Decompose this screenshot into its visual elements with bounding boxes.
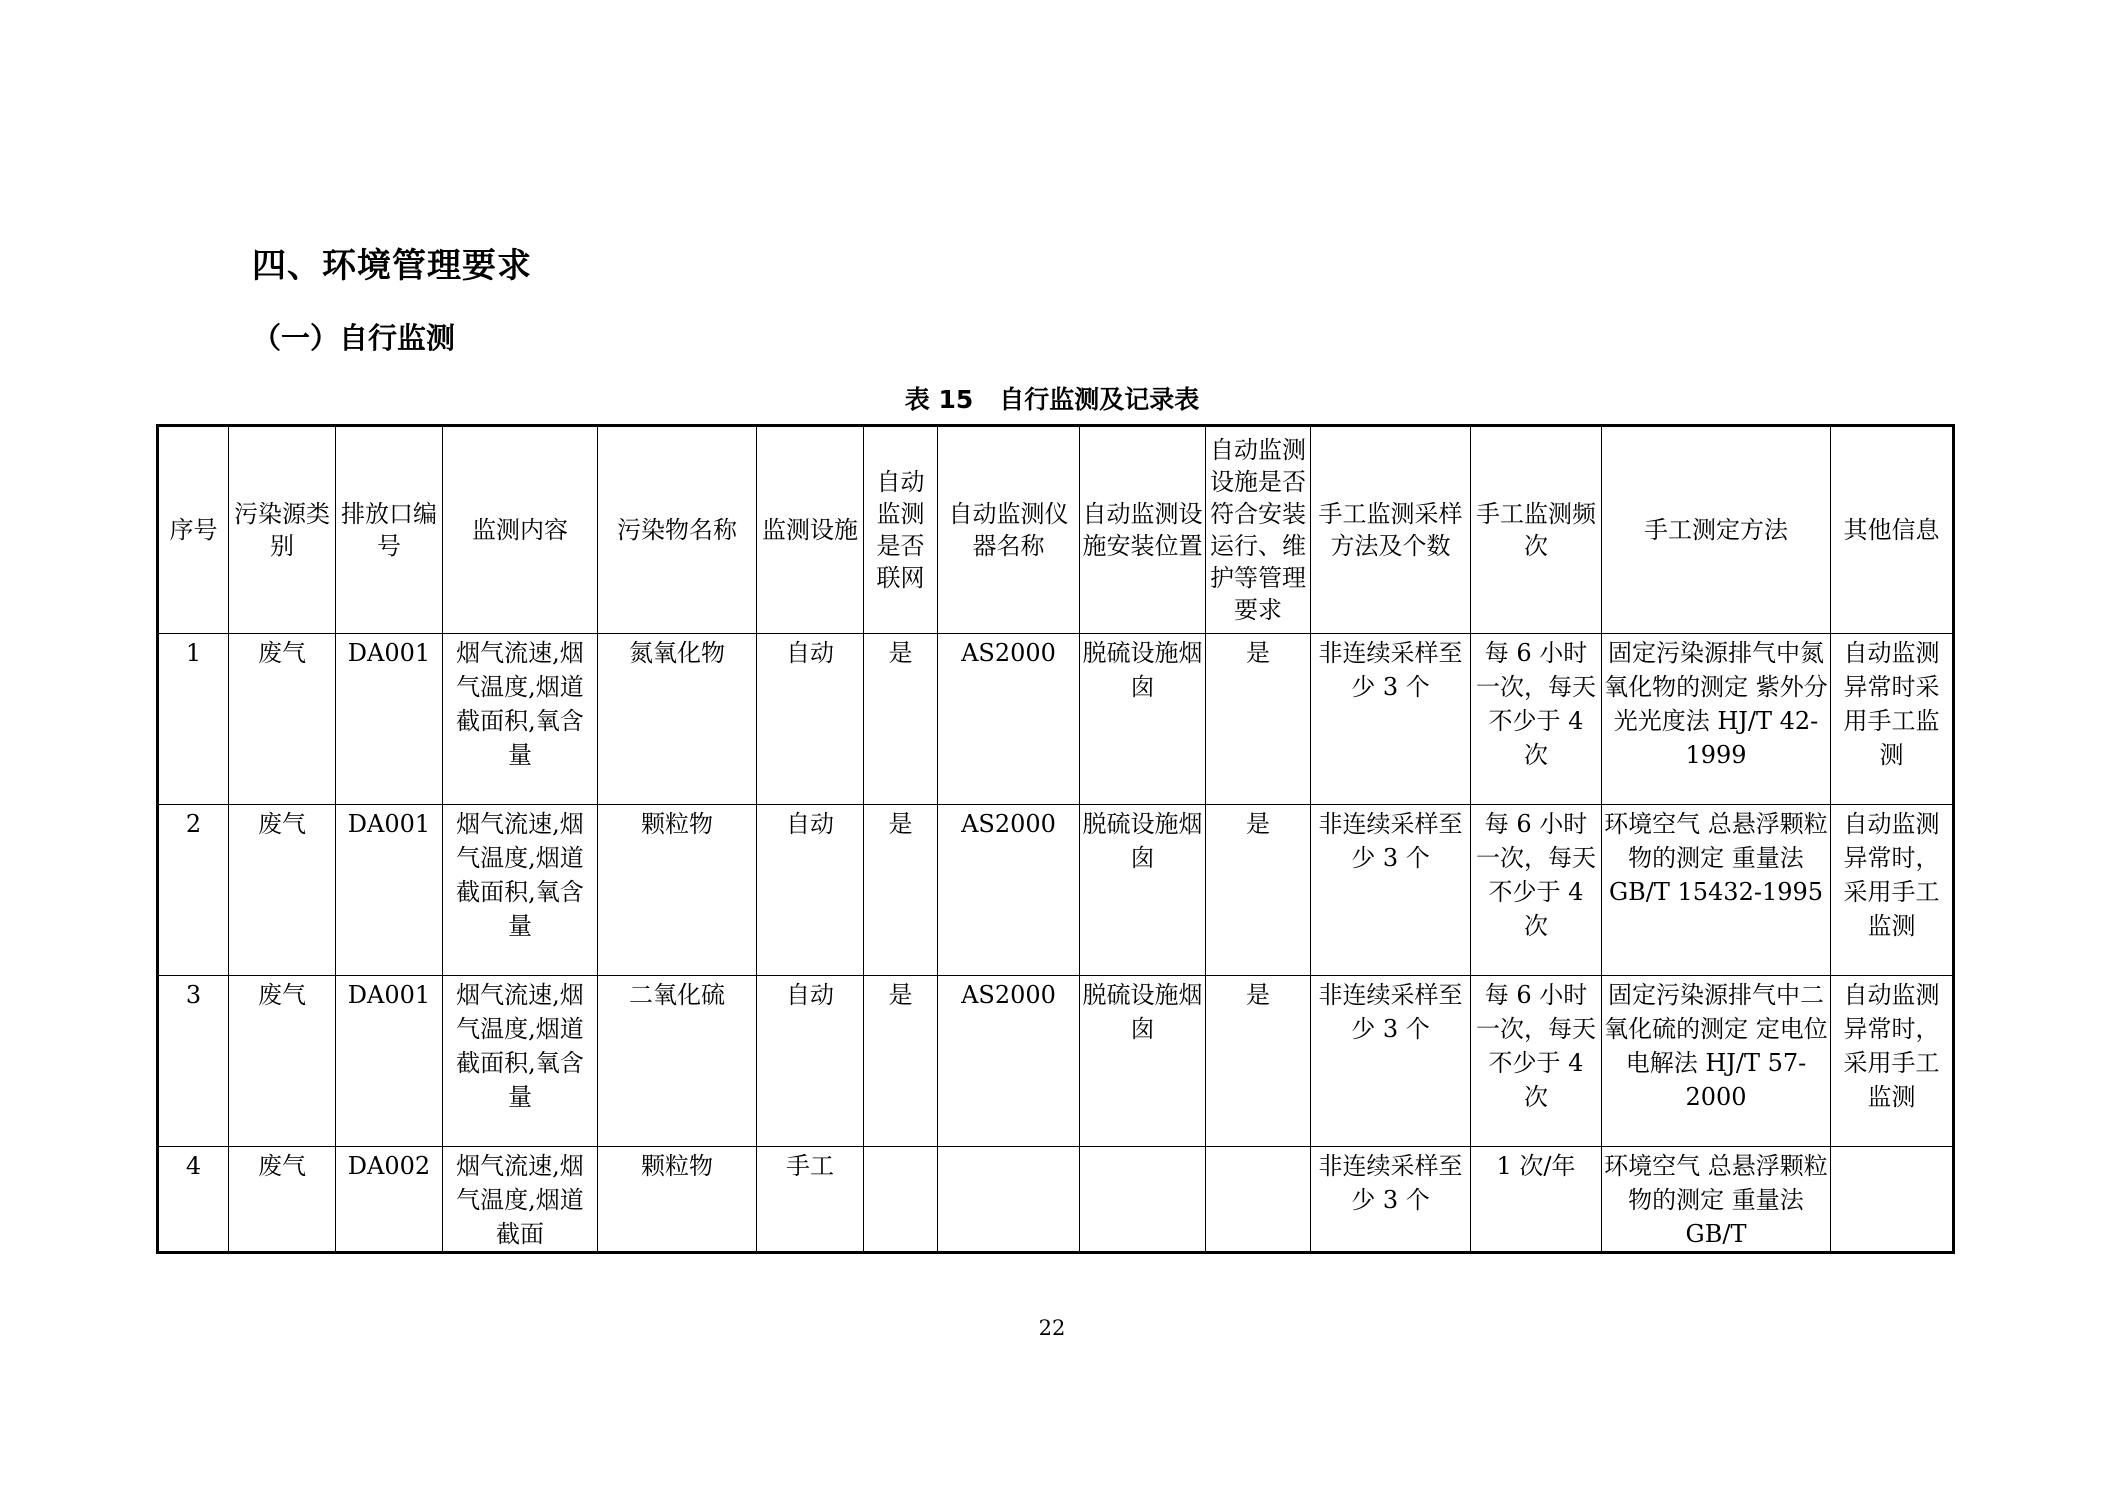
- table-cell: 固定污染源排气中氮氧化物的测定 紫外分光光度法 HJ/T 42-1999: [1602, 634, 1831, 805]
- table-cell: DA001: [336, 976, 443, 1147]
- table-cell: [938, 1147, 1080, 1253]
- table-cell: 废气: [229, 634, 336, 805]
- table-cell: 非连续采样至少 3 个: [1311, 805, 1471, 976]
- table-cell: 自动: [757, 634, 864, 805]
- table-cell: 二氧化硫: [598, 976, 757, 1147]
- header-cell: 监测设施: [757, 426, 864, 634]
- table-cell: 3: [158, 976, 229, 1147]
- table-cell: 烟气流速,烟气温度,烟道截面积,氧含量: [443, 976, 598, 1147]
- header-cell: 手工监测频次: [1471, 426, 1602, 634]
- table-cell: 每 6 小时一次，每天不少于 4 次: [1471, 976, 1602, 1147]
- table-cell: [1831, 1147, 1954, 1253]
- table-cell: AS2000: [938, 805, 1080, 976]
- table-cell: 1 次/年: [1471, 1147, 1602, 1253]
- table-caption: [0, 380, 2104, 416]
- table-cell: 脱硫设施烟囱: [1080, 634, 1206, 805]
- table-cell: 每 6 小时一次，每天不少于 4 次: [1471, 805, 1602, 976]
- table-cell: 废气: [229, 976, 336, 1147]
- table-cell: 氮氧化物: [598, 634, 757, 805]
- table-cell: 1: [158, 634, 229, 805]
- monitoring-record-table: [156, 424, 1955, 1254]
- table-cell: 脱硫设施烟囱: [1080, 976, 1206, 1147]
- table-cell: 非连续采样至少 3 个: [1311, 976, 1471, 1147]
- table-cell: 颗粒物: [598, 805, 757, 976]
- header-cell: 自动监测设施安装位置: [1080, 426, 1206, 634]
- table-header-row: [158, 426, 1954, 634]
- header-cell: 自动监测设施是否符合安装运行、维护等管理要求: [1206, 426, 1311, 634]
- table-cell: 非连续采样至少 3 个: [1311, 634, 1471, 805]
- table-cell: [1206, 1147, 1311, 1253]
- header-cell: 序号: [158, 426, 229, 634]
- table-row: [158, 805, 1954, 976]
- subsection-title: （一）自行监测: [252, 321, 456, 355]
- table-row: [158, 976, 1954, 1147]
- table-cell: 环境空气 总悬浮颗粒物的测定 重量法 GB/T: [1602, 1147, 1831, 1253]
- table-cell: 非连续采样至少 3 个: [1311, 1147, 1471, 1253]
- table-cell: [1080, 1147, 1206, 1253]
- header-cell: 手工监测采样方法及个数: [1311, 426, 1471, 634]
- table-cell: 2: [158, 805, 229, 976]
- header-cell: 其他信息: [1831, 426, 1954, 634]
- table-cell: 手工: [757, 1147, 864, 1253]
- table-cell: 环境空气 总悬浮颗粒物的测定 重量法 GB/T 15432-1995: [1602, 805, 1831, 976]
- table-cell: 脱硫设施烟囱: [1080, 805, 1206, 976]
- header-cell: 自动监测仪器名称: [938, 426, 1080, 634]
- section-title: 四、环境管理要求: [252, 246, 532, 286]
- table-cell: 自动监测异常时，采用手工监测: [1831, 805, 1954, 976]
- table-cell: 是: [864, 976, 938, 1147]
- header-cell: 监测内容: [443, 426, 598, 634]
- header-cell: 手工测定方法: [1602, 426, 1831, 634]
- header-cell: 排放口编号: [336, 426, 443, 634]
- table-cell: 自动监测异常时采用手工监测: [1831, 634, 1954, 805]
- header-cell: 自动监测是否联网: [864, 426, 938, 634]
- table-cell: 固定污染源排气中二氧化硫的测定 定电位电解法 HJ/T 57-2000: [1602, 976, 1831, 1147]
- table-cell: 4: [158, 1147, 229, 1253]
- table-cell: DA001: [336, 805, 443, 976]
- table-cell: 每 6 小时一次，每天不少于 4 次: [1471, 634, 1602, 805]
- table-cell: 烟气流速,烟气温度,烟道截面积,氧含量: [443, 805, 598, 976]
- table-cell: DA002: [336, 1147, 443, 1253]
- table-cell: 自动: [757, 976, 864, 1147]
- table-cell: 颗粒物: [598, 1147, 757, 1253]
- header-cell: 污染物名称: [598, 426, 757, 634]
- table-row: [158, 1147, 1954, 1253]
- table-row: [158, 634, 1954, 805]
- table-cell: 是: [1206, 976, 1311, 1147]
- table-cell: 废气: [229, 1147, 336, 1253]
- table-cell: DA001: [336, 634, 443, 805]
- table-cell: AS2000: [938, 634, 1080, 805]
- table-cell: 是: [864, 634, 938, 805]
- table-caption-title: 自行监测及记录表: [999, 385, 1200, 414]
- table-cell: 是: [1206, 634, 1311, 805]
- table-cell: 烟气流速,烟气温度,烟道截面: [443, 1147, 598, 1253]
- table-cell: 烟气流速,烟气温度,烟道截面积,氧含量: [443, 634, 598, 805]
- table-cell: 是: [864, 805, 938, 976]
- table-cell: 自动: [757, 805, 864, 976]
- table-cell: 自动监测异常时，采用手工监测: [1831, 976, 1954, 1147]
- table-cell: AS2000: [938, 976, 1080, 1147]
- table-cell: 废气: [229, 805, 336, 976]
- page-number: 22: [1038, 1316, 1066, 1340]
- header-cell: 污染源类别: [229, 426, 336, 634]
- table-cell: [864, 1147, 938, 1253]
- table-caption-number: 表 15: [904, 385, 974, 414]
- table-cell: 是: [1206, 805, 1311, 976]
